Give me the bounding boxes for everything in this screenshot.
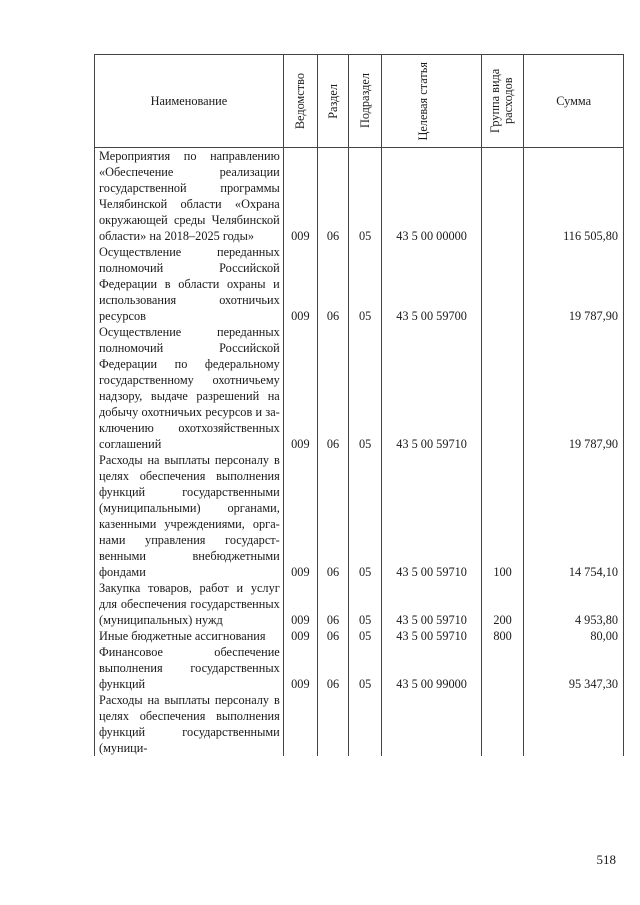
header-grp xyxy=(481,55,524,148)
row-ved: 009 xyxy=(283,452,317,580)
budget-table xyxy=(94,54,624,756)
row-name: Осуществление переданных полномочий Российской Федерации по федеральному государственному охотничьему надзору, выдаче разрешений на добычу охотничьих ресурсов и заключению охотхозяйственных соглашений xyxy=(95,324,284,452)
row-name: Закупка товаров, работ и услуг для обеспечения государственных (муниципальных) нужд xyxy=(95,580,284,628)
table-row xyxy=(95,148,624,245)
row-sum: 80,00 xyxy=(524,628,624,644)
header-podrazdel xyxy=(349,55,382,148)
row-sum xyxy=(524,692,624,756)
header-grp-label: Группа вида расходов xyxy=(487,68,515,134)
table-row xyxy=(95,452,624,580)
row-sum: 19 787,90 xyxy=(524,244,624,324)
row-ved: 009 xyxy=(283,148,317,245)
row-podrazdel: 05 xyxy=(349,644,382,692)
row-podrazdel: 05 xyxy=(349,244,382,324)
table-header xyxy=(95,55,624,148)
row-cs xyxy=(382,692,482,756)
row-razdel: 06 xyxy=(317,148,348,245)
table-row xyxy=(95,628,624,644)
row-podrazdel: 05 xyxy=(349,580,382,628)
header-cs-label: Целевая статья xyxy=(415,61,430,141)
header-name: Наименование xyxy=(95,55,284,148)
row-razdel: 06 xyxy=(317,580,348,628)
row-podrazdel: 05 xyxy=(349,628,382,644)
row-name: Мероприятия по направлению «Обеспечение реализации государственной программы Челябинской области «Охрана окружающей среды Челябинской области» на 2018–2025 годы» xyxy=(95,148,284,245)
row-ved: 009 xyxy=(283,324,317,452)
row-name: Осуществление переданных полномочий Российской Федерации в области охраны и использования охотничьих ресурсов xyxy=(95,244,284,324)
header-razdel-label: Раздел xyxy=(325,83,340,119)
header-razdel xyxy=(317,55,348,148)
table-row xyxy=(95,644,624,692)
row-grp xyxy=(481,692,524,756)
row-razdel: 06 xyxy=(317,644,348,692)
row-name: Финансовое обеспечение выполнения государственных функций xyxy=(95,644,284,692)
row-ved: 009 xyxy=(283,580,317,628)
row-grp: 100 xyxy=(481,452,524,580)
row-razdel: 06 xyxy=(317,628,348,644)
row-razdel: 06 xyxy=(317,324,348,452)
row-ved: 009 xyxy=(283,244,317,324)
row-cs: 43 5 00 59710 xyxy=(382,324,482,452)
row-ved: 009 xyxy=(283,628,317,644)
row-sum: 4 953,80 xyxy=(524,580,624,628)
row-grp xyxy=(481,148,524,245)
row-podrazdel xyxy=(349,692,382,756)
table-row xyxy=(95,692,624,756)
row-cs: 43 5 00 59710 xyxy=(382,452,482,580)
row-name: Расходы на выплаты персоналу в целях обеспечения выполнения функций государственными (муници- xyxy=(95,692,284,756)
row-razdel xyxy=(317,692,348,756)
row-sum: 95 347,30 xyxy=(524,644,624,692)
table-row xyxy=(95,324,624,452)
row-grp xyxy=(481,324,524,452)
row-ved xyxy=(283,692,317,756)
header-ved xyxy=(283,55,317,148)
page-number: 518 xyxy=(596,852,616,867)
table-row xyxy=(95,580,624,628)
row-name: Расходы на выплаты персоналу в целях обеспечения выполнения функций государственными (муниципальными) органами, казенными учреждениями, органами управления государственными внебюджетными фондами xyxy=(95,452,284,580)
row-razdel: 06 xyxy=(317,244,348,324)
row-cs: 43 5 00 99000 xyxy=(382,644,482,692)
row-grp xyxy=(481,644,524,692)
header-sum: Сумма xyxy=(524,55,624,148)
row-podrazdel: 05 xyxy=(349,148,382,245)
row-grp: 800 xyxy=(481,628,524,644)
row-sum: 116 505,80 xyxy=(524,148,624,245)
row-grp xyxy=(481,244,524,324)
row-cs: 43 5 00 59710 xyxy=(382,580,482,628)
row-sum: 14 754,10 xyxy=(524,452,624,580)
row-podrazdel: 05 xyxy=(349,452,382,580)
table-row xyxy=(95,244,624,324)
row-cs: 43 5 00 59700 xyxy=(382,244,482,324)
header-podrazdel-label: Подраздел xyxy=(357,73,372,129)
row-razdel: 06 xyxy=(317,452,348,580)
row-grp: 200 xyxy=(481,580,524,628)
row-podrazdel: 05 xyxy=(349,324,382,452)
row-ved: 009 xyxy=(283,644,317,692)
row-cs: 43 5 00 00000 xyxy=(382,148,482,245)
row-cs: 43 5 00 59710 xyxy=(382,628,482,644)
table-body xyxy=(95,148,624,757)
row-name: Иные бюджетные ассигнования xyxy=(95,628,284,644)
header-ved-label: Ведомство xyxy=(292,72,307,130)
row-sum: 19 787,90 xyxy=(524,324,624,452)
header-cs xyxy=(382,55,482,148)
